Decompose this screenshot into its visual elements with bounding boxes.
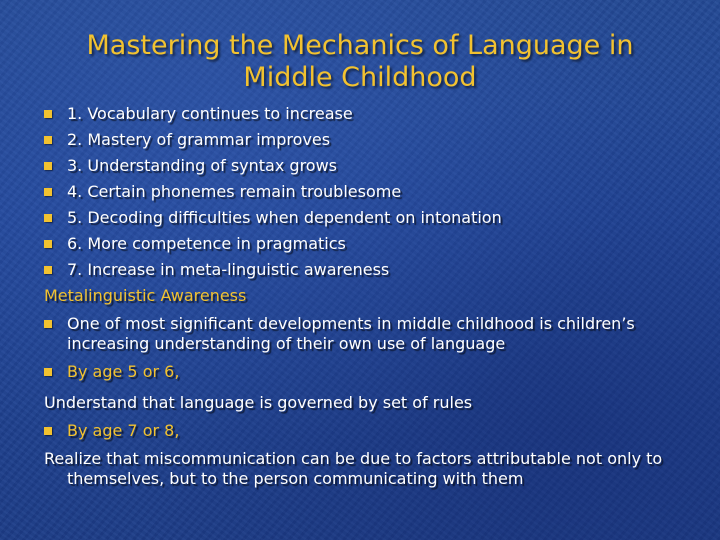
slide-content [44, 104, 684, 489]
slide-title: Mastering the Mechanics of Language in Middle Childhood [86, 30, 634, 93]
square-bullet-icon [44, 266, 52, 274]
square-bullet-icon [44, 214, 52, 222]
list-item-text: 6. More competence in pragmatics [67, 234, 346, 253]
development-text: One of most significant developments in middle childhood is children’s increasing understanding of their own use of language [67, 314, 635, 353]
list-item [44, 362, 684, 382]
list-item [44, 182, 684, 202]
section-heading: Metalinguistic Awareness [44, 286, 247, 305]
list-item [44, 130, 684, 150]
age-7-text: Realize that miscommunication can be due to factors attributable not only to themselves, but to the person communicating with them [44, 449, 663, 488]
list-item [44, 208, 684, 228]
square-bullet-icon [44, 162, 52, 170]
list-item [44, 421, 684, 441]
square-bullet-icon [44, 427, 52, 435]
list-item [44, 156, 684, 176]
list-item-text: 7. Increase in meta-linguistic awareness [67, 260, 390, 279]
list-item-text: 4. Certain phonemes remain troublesome [67, 182, 402, 201]
age-5-text: Understand that language is governed by set of rules [44, 393, 473, 412]
list-item-text: 2. Mastery of grammar improves [67, 130, 331, 149]
list-item-text: 3. Understanding of syntax grows [67, 156, 337, 175]
list-item [44, 260, 684, 280]
square-bullet-icon [44, 136, 52, 144]
age-5-label: By age 5 or 6, [67, 362, 180, 381]
square-bullet-icon [44, 368, 52, 376]
square-bullet-icon [44, 110, 52, 118]
square-bullet-icon [44, 188, 52, 196]
list-item-text: 5. Decoding difficulties when dependent on intonation [67, 208, 502, 227]
square-bullet-icon [44, 320, 52, 328]
list-item [44, 314, 684, 354]
list-item-text: 1. Vocabulary continues to increase [67, 104, 353, 123]
square-bullet-icon [44, 240, 52, 248]
list-item [44, 234, 684, 254]
list-item [44, 104, 684, 124]
age-7-label: By age 7 or 8, [67, 421, 180, 440]
